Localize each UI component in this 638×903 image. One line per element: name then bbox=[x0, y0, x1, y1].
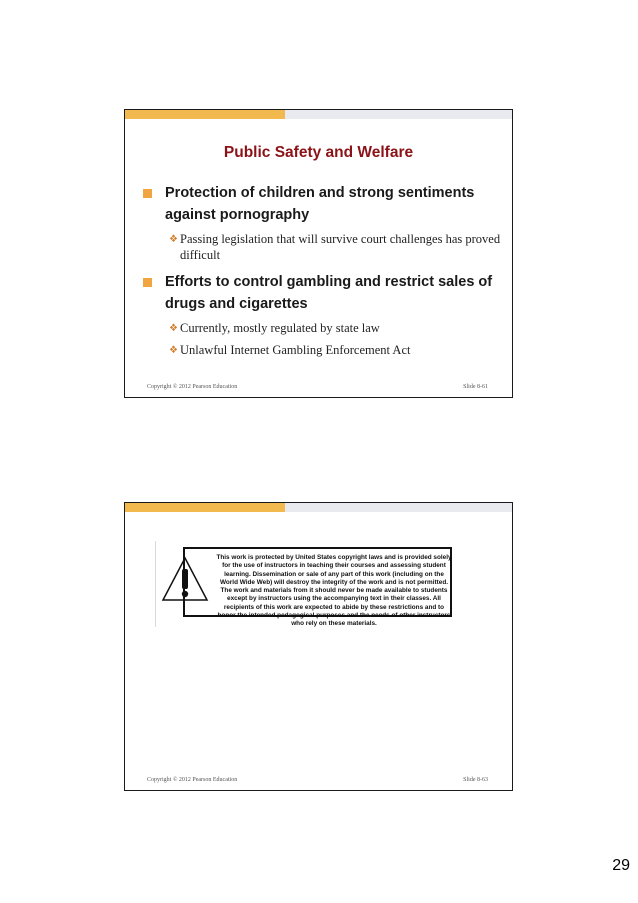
sub-bullet-text: Passing legislation that will survive court challenges has proved difficult bbox=[180, 232, 501, 262]
page-number: 29 bbox=[612, 857, 630, 874]
slide-top-bar bbox=[125, 503, 512, 512]
diamond-bullet-icon: ❖ bbox=[169, 323, 178, 334]
copyright-notice bbox=[155, 541, 462, 627]
slide-title: Public Safety and Welfare bbox=[223, 144, 414, 161]
diamond-bullet-icon: ❖ bbox=[169, 345, 178, 356]
slide-top-bar bbox=[125, 110, 512, 119]
diamond-bullet-icon: ❖ bbox=[169, 234, 178, 245]
slide-top-accent bbox=[125, 110, 285, 119]
square-bullet-icon bbox=[143, 278, 152, 287]
slide-number: Slide 8-61 bbox=[463, 384, 488, 390]
sub-bullet-item bbox=[169, 320, 506, 336]
notice-text: This work is protected by United States copyright laws and is provided solely for the use of instructors in teaching their courses and assessing student learning. Dissemination or sale of any part of this work (including on the World Wide Web) will destroy the integrity of the work and is not permitted. The work and materials from it should never be made available to students except by instructors using the accompanying text in their classes. All recipients of this work are expected to abide by these restrictions and to honor the intended pedagogical purposes and the needs of other instructors who rely on these materials. bbox=[216, 554, 452, 628]
sub-bullet-item bbox=[169, 342, 506, 358]
slide-61 bbox=[124, 109, 513, 398]
bullet-text: Protection of children and strong sentiments against pornography bbox=[165, 185, 475, 223]
bullet-text: Efforts to control gambling and restrict sales of drugs and cigarettes bbox=[165, 274, 493, 312]
sub-bullet-text: Currently, mostly regulated by state law bbox=[180, 321, 380, 335]
bullet-item bbox=[143, 271, 506, 315]
slide-top-accent bbox=[125, 503, 285, 512]
sub-bullet-item bbox=[169, 231, 506, 263]
bullet-item bbox=[143, 182, 506, 226]
copyright-footer: Copyright © 2012 Pearson Education bbox=[147, 777, 238, 783]
notice-box bbox=[183, 547, 452, 628]
square-bullet-icon bbox=[143, 189, 152, 198]
slide-63 bbox=[124, 502, 513, 791]
copyright-footer: Copyright © 2012 Pearson Education bbox=[147, 384, 238, 390]
sub-bullet-text: Unlawful Internet Gambling Enforcement Act bbox=[180, 343, 411, 357]
slide-number: Slide 8-63 bbox=[463, 777, 488, 783]
